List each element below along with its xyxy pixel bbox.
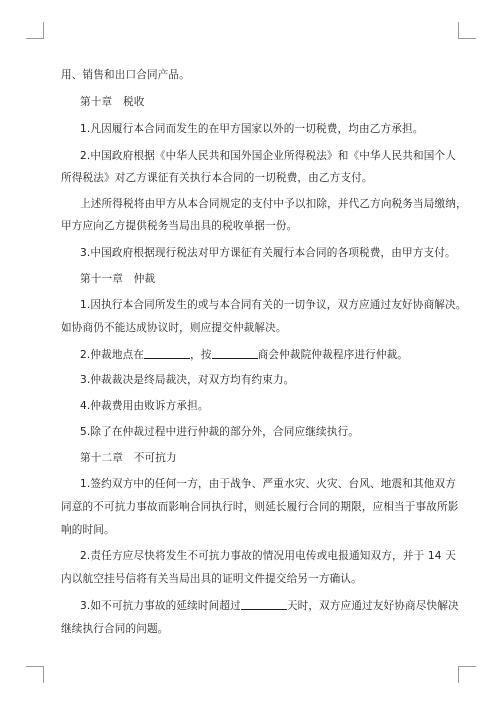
text-segment: ，按 (190, 349, 212, 361)
text-line: 如协商仍不能达成协议时，则应提交仲裁解决。 (61, 322, 287, 334)
text-segment: 3.如不可抗力事故的延续时间超过 (80, 600, 241, 612)
text-line: 响的时间。 (61, 524, 115, 536)
text-line: 继续执行合同的问题。 (61, 623, 169, 635)
text-line: 内以航空挂号信将有关当局出具的证明文件提交给另一方确认。 (61, 573, 362, 585)
chapter-heading-arbitration: 第十一章 仲裁 (80, 273, 156, 285)
fill-blank-chamber[interactable] (212, 348, 258, 359)
text-segment: 商会仲裁院仲裁程序进行仲裁。 (257, 349, 409, 361)
fill-blank-days[interactable] (241, 599, 287, 610)
chapter-heading-tax: 第十章 税收 (80, 96, 145, 108)
text-line: 1.签约双方中的任何一方，由于战争、严重水灾、火灾、台风、地震和其他双方 (80, 478, 456, 490)
text-line: 5.除了在仲裁过程中进行仲裁的部分外，合同应继续执行。 (80, 426, 359, 438)
text-line: 3.中国政府根据现行税法对甲方课征有关履行本合同的各项税费，由甲方支付。 (80, 247, 456, 259)
text-line: 用、销售和出口合同产品。 (61, 69, 190, 81)
text-segment: 天时，双方应通过友好协商尽快解决 (286, 600, 459, 612)
text-line: 2.责任方应尽快将发生不可抗力事故的情况用电传或电报通知双方，并于 14 天 (80, 550, 456, 562)
arbitration-place-line (80, 348, 456, 362)
text-line: 2.中国政府根据《中华人民共和国外国企业所得税法》和《中华人民共和国个人 (80, 150, 456, 162)
text-line: 1.凡因履行本合同而发生的在甲方国家以外的一切税费，均由乙方承担。 (80, 123, 424, 135)
text-line: 所得税法》对乙方课征有关执行本合同的一切税费，由乙方支付。 (61, 172, 373, 184)
text-line: 4.仲裁费用由败诉方承担。 (80, 400, 209, 412)
duration-line (80, 599, 459, 613)
text-line: 上述所得税将由甲方从本合同规定的支付中予以扣除，并代乙方向税务当局缴纳， (80, 198, 467, 210)
text-line: 3.仲裁裁决是终局裁决，对双方均有约束力。 (80, 374, 295, 386)
text-line: 同意的不可抗力事故而影响合同执行时，则延长履行合同的期限，应相当于事故所影 (61, 501, 459, 513)
text-line: 1.因执行本合同所发生的或与本合同有关的一切争议，双方应通过友好协商解决。 (80, 299, 467, 311)
fill-blank-place[interactable] (144, 348, 190, 359)
text-segment: 2.仲裁地点在 (80, 349, 145, 361)
chapter-heading-force-majeure: 第十二章 不可抗力 (80, 452, 177, 464)
text-line: 甲方应向乙方提供税务当局出具的税收单据一份。 (61, 220, 298, 232)
